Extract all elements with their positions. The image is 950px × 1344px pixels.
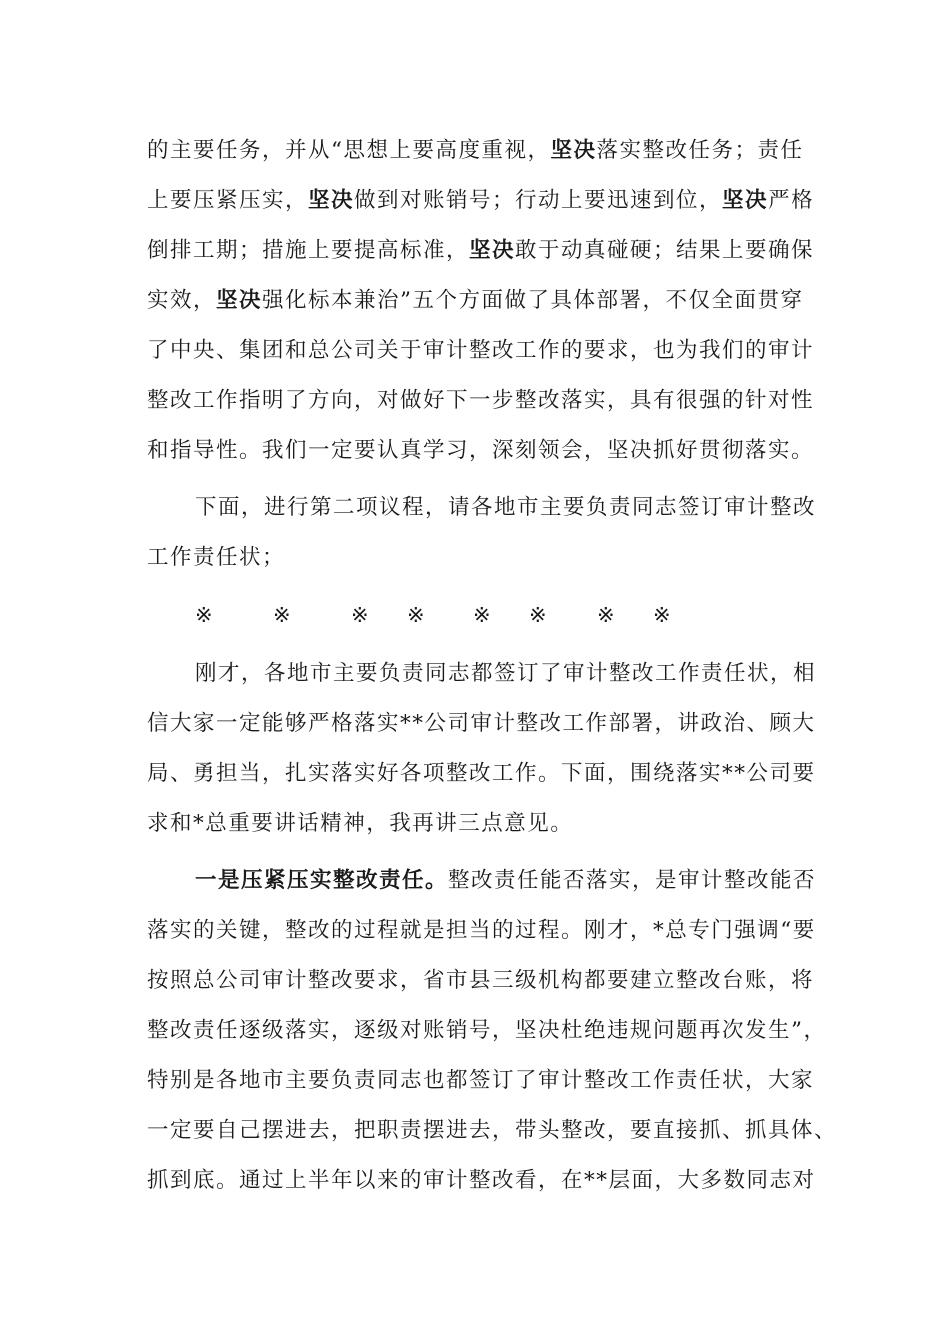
paragraph-1-line-1: 的主要任务，并从“思想上要高度重视，坚决落实整改任务；责任 xyxy=(147,138,804,163)
separator-symbol: ※ xyxy=(473,603,493,627)
paragraph-4-line-3: 按照总公司审计整改要求，省市县三级机构都要建立整改台账，将 xyxy=(147,968,815,993)
paragraph-1-line-6: 整改工作指明了方向，对做好下一步整改落实，具有很强的针对性 xyxy=(147,388,815,413)
paragraph-1-line-5: 了中央、集团和总公司关于审计整改工作的要求，也为我们的审计 xyxy=(147,338,815,363)
paragraph-4-line-5: 特别是各地市主要负责同志也都签订了审计整改工作责任状，大家 xyxy=(147,1068,815,1093)
paragraph-2-line-2: 工作责任状； xyxy=(147,545,286,570)
paragraph-4-line-7: 抓到底。通过上半年以来的审计整改看，在**层面，大多数同志对 xyxy=(147,1168,816,1193)
emphasis-text: 坚决 xyxy=(722,188,769,213)
separator-symbol: ※ xyxy=(597,603,617,627)
separator-symbol: ※ xyxy=(273,603,293,627)
emphasis-text: 坚决 xyxy=(308,188,355,213)
paragraph-3-line-1: 刚才，各地市主要负责同志都签订了审计整改工作责任状，相 xyxy=(195,661,817,686)
paragraph-4-line-2: 落实的关键，整改的过程就是担当的过程。刚才，*总专门强调“要 xyxy=(147,918,816,943)
paragraph-3-line-2: 信大家一定能够严格落实**公司审计整改工作部署，讲政治、顾大 xyxy=(147,711,816,736)
separator-symbol: ※ xyxy=(407,603,427,627)
paragraph-1-line-7: 和指导性。我们一定要认真学习，深刻领会，坚决抓好贯彻落实。 xyxy=(147,438,815,463)
emphasis-text: 坚决 xyxy=(550,138,597,163)
section-heading: 一是压紧压实整改责任。 xyxy=(195,868,449,893)
paragraph-1-line-3: 倒排工期；措施上要提高标准，坚决敢于动真碰硬；结果上要确保 xyxy=(147,238,815,263)
paragraph-3-line-3: 局、勇担当，扎实落实好各项整改工作。下面，围绕落实**公司要 xyxy=(147,761,816,786)
separator-symbol: ※ xyxy=(195,603,215,627)
paragraph-1-line-2: 上要压紧压实，坚决做到对账销号；行动上要迅速到位，坚决严格 xyxy=(147,188,815,213)
paragraph-3-line-4: 求和*总重要讲话精神，我再讲三点意见。 xyxy=(147,811,574,836)
separator-symbol: ※ xyxy=(653,603,673,627)
paragraph-4-line-6: 一定要自己摆进去，把职责摆进去，带头整改，要直接抓、抓具体、 xyxy=(147,1118,838,1143)
paragraph-2-line-1: 下面，进行第二项议程，请各地市主要负责同志签订审计整改 xyxy=(195,495,817,520)
paragraph-1-line-4: 实效，坚决强化标本兼治”五个方面做了具体部署，不仅全面贯穿 xyxy=(147,288,804,313)
emphasis-text: 坚决 xyxy=(216,288,263,313)
separator-symbol: ※ xyxy=(351,603,371,627)
paragraph-4-line-1: 一是压紧压实整改责任。整改责任能否落实，是审计整改能否 xyxy=(195,868,817,893)
separator-symbol: ※ xyxy=(529,603,549,627)
emphasis-text: 坚决 xyxy=(469,238,516,263)
paragraph-4-line-4: 整改责任逐级落实，逐级对账销号，坚决杜绝违规问题再次发生”， xyxy=(147,1018,827,1043)
